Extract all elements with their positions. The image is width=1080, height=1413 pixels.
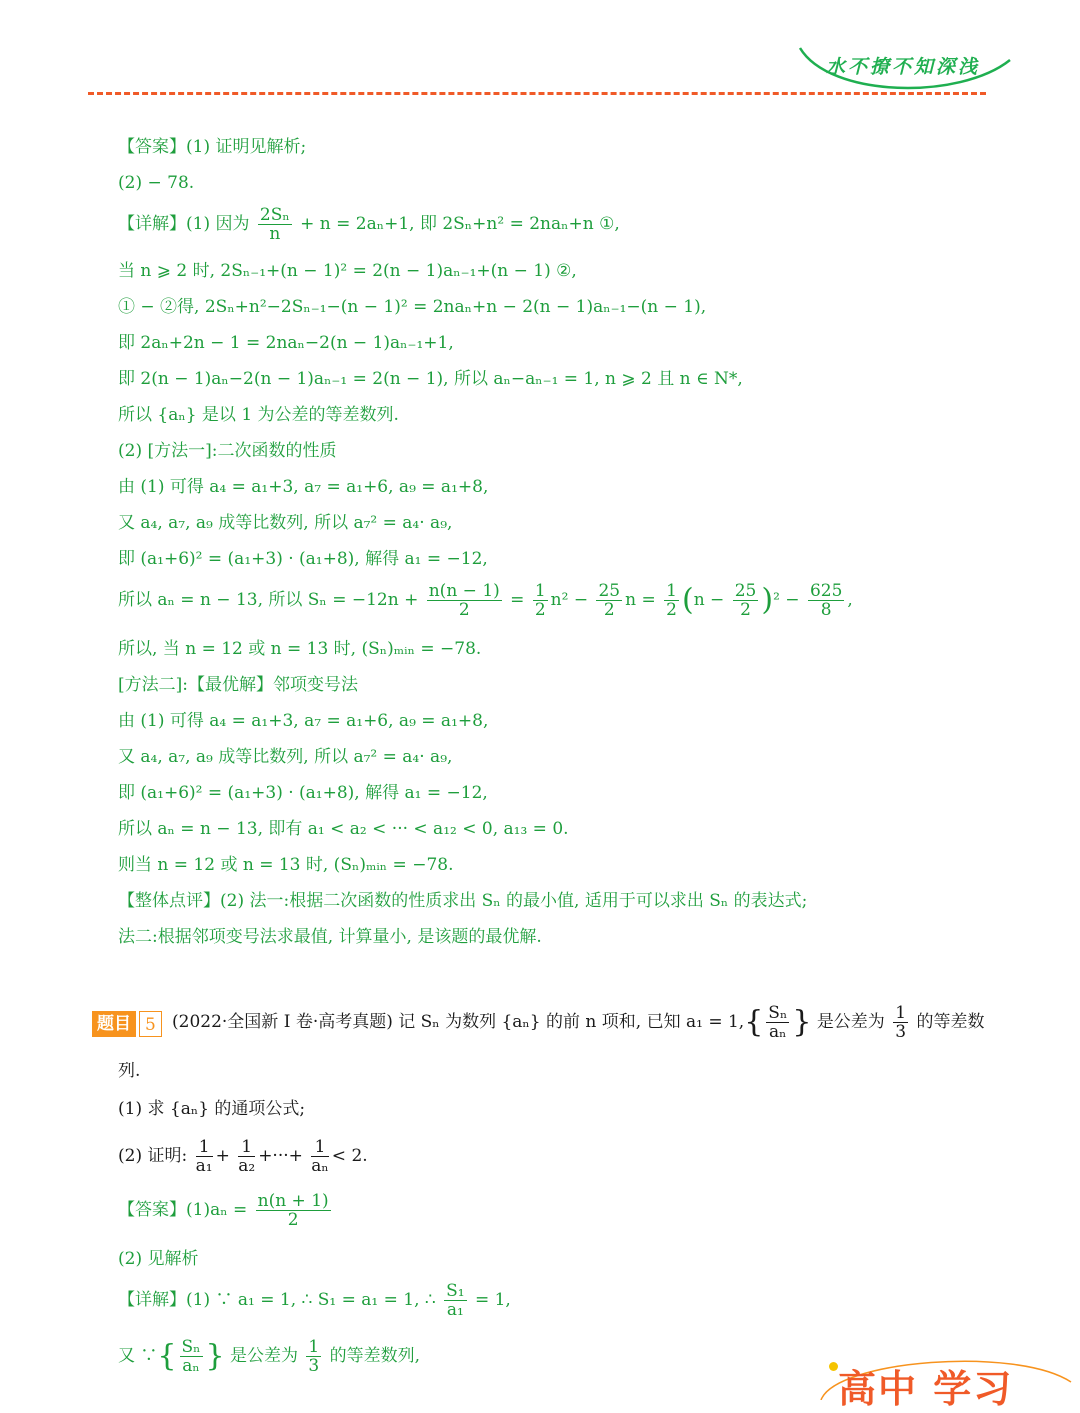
header-motto: 水不撩不知深浅 <box>826 56 981 78</box>
question-2: (2) 证明: $\frac{1}{\text{a₁}}$ + $\frac{1}{\text{a₂}}$ +···+ $\frac{1}{\text{aₙ}}$ < 2. <box>118 1137 368 1176</box>
answer-line: 【答案】(1) 证明见解析; <box>118 137 307 157</box>
header-dashed-divider <box>88 92 986 95</box>
method-1-heading: (2) [方法一]:二次函数的性质 <box>118 441 337 461</box>
logo-dot-icon <box>829 1362 838 1371</box>
method-2-line-1: 由 (1) 可得 a₄ = a₁+3, a₇ = a₁+6, a₉ = a₁+8, <box>118 711 489 731</box>
method-2-line-2: 又 a₄, a₇, a₉ 成等比数列, 所以 a₇² = a₄· a₉, <box>118 747 453 767</box>
question-1: (1) 求 {aₙ} 的通项公式; <box>118 1099 306 1119</box>
method-2-line-4: 所以 aₙ = n − 13, 即有 a₁ < a₂ < ··· < a₁₂ < 0, a₁₃ = 0. <box>118 819 569 839</box>
answer-line-2: (2) − 78. <box>118 173 195 193</box>
method-1-line-5: 所以, 当 n = 12 或 n = 13 时, (Sₙ)ₘᵢₙ = −78. <box>118 639 482 659</box>
answer-part-2: (2) 见解析 <box>118 1249 199 1269</box>
footer-logo: 高中 学习 <box>838 1367 1014 1411</box>
detail-line-continued: 又 ∵{ $\frac{\text{Sₙ}}{\text{aₙ}}$ } 是公差为 $\frac{1}{3}$ 的等差数列, <box>118 1337 421 1376</box>
problem-tag-label: 题目 <box>92 1011 136 1037</box>
method-2-heading: [方法二]:【最优解】邻项变号法 <box>118 675 358 695</box>
answer-formula: 【答案】(1)aₙ = $\frac{n(n + 1)}{2}$ <box>118 1191 329 1230</box>
detail-line-5: 即 2(n − 1)aₙ−2(n − 1)aₙ₋₁ = 2(n − 1), 所以 aₙ−aₙ₋₁ = 1, n ⩾ 2 且 n ∈ N*, <box>118 369 743 389</box>
detail-line-1: 【详解】(1) 因为 $\frac{\text{2Sₙ}}{n}$ + n = 2aₙ+1, 即 2Sₙ+n² = 2naₙ+n ①, <box>118 205 620 244</box>
overall-review-line-1: 【整体点评】(2) 法一:根据二次函数的性质求出 Sₙ 的最小值, 适用于可以求出 Sₙ 的表达式; <box>118 891 808 911</box>
problem-tag <box>92 1011 162 1037</box>
problem-number: 5 <box>139 1011 162 1037</box>
method-2-line-3: 即 (a₁+6)² = (a₁+3) · (a₁+8), 解得 a₁ = −12, <box>118 783 488 803</box>
problem-stem: (2022·全国新 I 卷·高考真题) 记 Sₙ 为数列 {aₙ} 的前 n 项和, 已知 a₁ = 1,{ $\frac{\text{Sₙ}}{\text{aₙ}}$ } 是公差为 $\frac{1}{3}$ 的等差数 <box>172 1003 985 1042</box>
detail-line: 【详解】(1) ∵ a₁ = 1, ∴ S₁ = a₁ = 1, ∴ $\frac{\text{S₁}}{\text{a₁}}$ = 1, <box>118 1281 511 1320</box>
detail-line-3: ① − ②得, 2Sₙ+n²−2Sₙ₋₁−(n − 1)² = 2naₙ+n − 2(n − 1)aₙ₋₁−(n − 1), <box>118 297 707 317</box>
detail-line-6: 所以 {aₙ} 是以 1 为公差的等差数列. <box>118 405 399 425</box>
method-1-line-1: 由 (1) 可得 a₄ = a₁+3, a₇ = a₁+6, a₉ = a₁+8, <box>118 477 489 497</box>
fraction: $\frac{\text{2Sₙ}}{n}$ <box>259 205 290 244</box>
method-1-line-2: 又 a₄, a₇, a₉ 成等比数列, 所以 a₇² = a₄· a₉, <box>118 513 453 533</box>
method-1-line-3: 即 (a₁+6)² = (a₁+3) · (a₁+8), 解得 a₁ = −12, <box>118 549 488 569</box>
problem-stem-continued: 列. <box>118 1061 141 1081</box>
detail-line-2: 当 n ⩾ 2 时, 2Sₙ₋₁+(n − 1)² = 2(n − 1)aₙ₋₁+(n − 1) ②, <box>118 261 577 281</box>
method-1-line-4: 所以 aₙ = n − 13, 所以 Sₙ = −12n + $\frac{n(n - 1)}{2}$ = $\frac{1}{2}$ n² − $\frac{25}{2}$ n = $\frac{1}{2}$ (n − $\frac{25}{2}$ )² − $\frac{625}{8}$ , <box>118 581 853 620</box>
method-2-line-5: 则当 n = 12 或 n = 13 时, (Sₙ)ₘᵢₙ = −78. <box>118 855 454 875</box>
detail-line-4: 即 2aₙ+2n − 1 = 2naₙ−2(n − 1)aₙ₋₁+1, <box>118 333 454 353</box>
overall-review-line-2: 法二:根据邻项变号法求最值, 计算量小, 是该题的最优解. <box>118 927 542 947</box>
